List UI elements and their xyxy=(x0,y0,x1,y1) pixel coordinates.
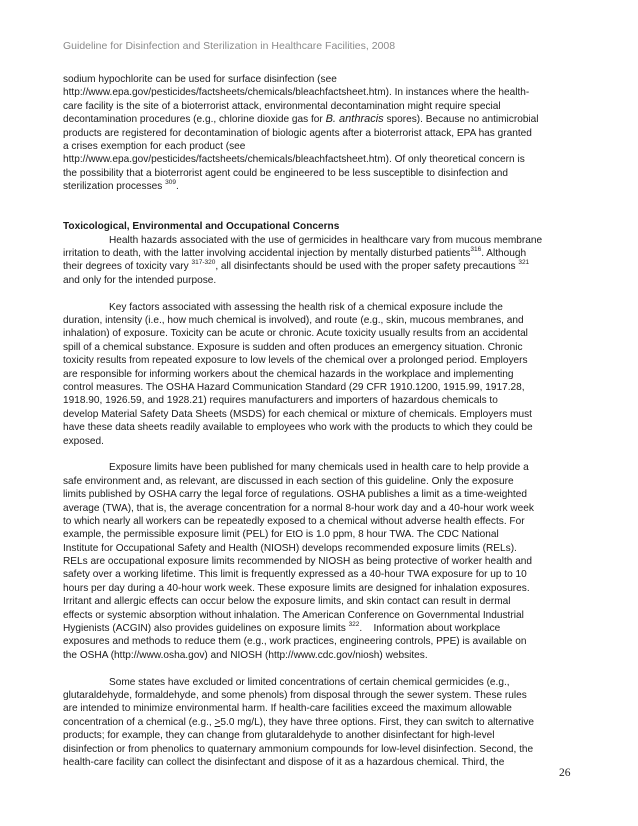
text-line: effects or systemic absorption without inhalation. The American Conference on Governmental Industrial xyxy=(63,609,524,621)
text-line: have these data sheets readily available to employees who work with the products to which they could be xyxy=(63,422,533,434)
text-line: a crises exemption for each product (see xyxy=(63,140,246,152)
text-line: Irritant and allergic effects can occur below the exposure limits, and skin contact can result in dermal xyxy=(63,596,511,608)
text-line: sterilization processes $^{309}$. xyxy=(63,179,179,193)
text-line: Key factors associated with assessing the health risk of a chemical exposure include the xyxy=(109,301,503,313)
paragraph-state-regulations xyxy=(63,676,576,770)
greater-than-symbol: > xyxy=(214,716,221,728)
running-header: Guideline for Disinfection and Sterilization in Healthcare Facilities, 2008 xyxy=(63,40,396,52)
text-line: http://www.epa.gov/pesticides/factsheets/chemicals/bleachfactsheet.htm). In instances where the health- xyxy=(63,87,530,99)
text-line: Institute for Occupational Safety and Health (NIOSH) develops recommended exposure limits (RELs). xyxy=(63,542,517,554)
text-line: limits published by OSHA carry the legal force of regulations. OSHA publishes a limit as a time-weighted xyxy=(63,489,527,501)
text-line: example, the permissible exposure limit (PEL) for EtO is 1.0 ppm, 8 hour TWA. The CDC National xyxy=(63,529,499,541)
text-line: RELs are occupational exposure limits recommended by NIOSH as being protective of worker health and xyxy=(63,556,533,568)
reference-superscript: 317-320 xyxy=(191,259,216,267)
text-line: products are registered for decontamination of biologic agents after a bioterrorist attack, EPA has granted xyxy=(63,127,532,139)
text-line: Health hazards associated with the use of germicides in healthcare vary from mucous membrane xyxy=(109,234,543,246)
reference-superscript: 322 xyxy=(348,621,360,629)
text-line: control measures. The OSHA Hazard Communication Standard (29 CFR 1910.1200, 1915.99, 1917.28, xyxy=(63,382,525,393)
text-line: to which nearly all workers can be repeatedly exposed to a chemical without adverse health effects. For xyxy=(63,515,525,527)
species-name: B. anthracis xyxy=(325,113,384,126)
text-line: exposed. xyxy=(63,435,104,447)
reference-superscript: 321 xyxy=(518,259,530,267)
paragraph-spacer xyxy=(63,662,576,675)
text-line: safety over a working lifetime. This limit is frequently expressed as a 40-hour TWA exposure for up to 10 xyxy=(63,569,527,581)
paragraph-key-factors xyxy=(63,301,576,448)
text-line: and only for the intended purpose. xyxy=(63,274,217,286)
text-line: http://www.epa.gov/pesticides/factsheets/chemicals/bleachfactsheet.htm). Of only theoretical concern is xyxy=(63,154,525,166)
text-line: Hygienists (ACGIN) also provides guidelines on exposure limits $^{322}$. Information about workplace xyxy=(63,621,501,635)
text-line: 1918.90, 1926.59, and 1928.21) requires manufacturers and importers of hazardous chemicals to xyxy=(63,395,498,407)
text-line: the possibility that a bioterrorist agent could be engineered to be less susceptible to disinfection and xyxy=(63,167,508,179)
text-line: safe environment and, as relevant, are discussed in each section of this guideline. Only the exposure xyxy=(63,475,514,487)
paragraph-exposure-limits xyxy=(63,461,576,662)
text-line: are intended to minimize environmental harm. If health-care facilities exceed the maximum allowable xyxy=(63,703,512,715)
text-line: spill of a chemical substance. Exposure is sudden and often produces an emergency situation. Chronic xyxy=(63,341,523,353)
text-line: exposures and methods to reduce them (e.g., work practices, engineering controls, PPE) is available on xyxy=(63,636,527,648)
text-line: health-care facility can collect the disinfectant and dispose of it as a hazardous chemical. Third, the xyxy=(63,756,505,768)
paragraph-spacer xyxy=(63,448,576,461)
paragraph-health-hazards xyxy=(63,234,576,288)
section-heading: Toxicological, Environmental and Occupational Concerns xyxy=(63,221,340,233)
text-line: Some states have excluded or limited concentrations of certain chemical germicides (e.g., xyxy=(109,676,510,688)
paragraph-spacer xyxy=(63,287,576,300)
text-line: care facility is the site of a bioterrorist attack, environmental decontamination might require special xyxy=(63,100,501,112)
text-line: concentration of a chemical (e.g., >5.0 mg/L), they have three options. First, they can switch to alternative xyxy=(63,716,535,728)
paragraph-spacer xyxy=(63,194,576,221)
text-line: the OSHA (http://www.osha.gov) and NIOSH (http://www.cdc.gov/niosh) websites. xyxy=(63,649,428,661)
text-line: glutaraldehyde, formaldehyde, and some phenols) from disposal through the sewer system. These rules xyxy=(63,689,527,701)
text-line: Exposure limits have been published for many chemicals used in health care to help provide a xyxy=(109,462,529,474)
text-line: duration, intensity (i.e., how much chemical is involved), and route (e.g., skin, mucous membranes, and xyxy=(63,315,524,327)
paragraph-bioterrorism xyxy=(63,73,576,194)
reference-superscript: 316 xyxy=(470,246,482,254)
text-line: sodium hypochlorite can be used for surface disinfection (see xyxy=(63,74,337,85)
text-line: are responsible for informing workers about the chemical hazards in the workplace and implementing xyxy=(63,368,514,380)
text-line: develop Material Safety Data Sheets (MSDS) for each chemical or mixture of chemicals. Employers must xyxy=(63,408,532,420)
document-body xyxy=(63,73,576,769)
text-line: toxicity results from repeated exposure to low levels of the chemical over a prolonged period. Employers xyxy=(63,355,528,367)
text-line: disinfection or from phenolics to quaternary ammonium compounds for low-level disinfection. Second, the xyxy=(63,743,534,755)
text-line: irritation to death, with the latter involving accidental injection by mentally disturbed patients$^{316}$. Although xyxy=(63,246,527,260)
text-line: hours per day during a 40-hour work week. These exposure limits are designed for inhalation exposures. xyxy=(63,582,530,594)
text-line: decontamination procedures (e.g., chlorine dioxide gas for B. anthracis spores). Because no antimicrobial xyxy=(63,113,539,126)
text-line: inhalation) of exposure. Toxicity can be acute or chronic. Acute toxicity usually results from an accidental xyxy=(63,328,528,340)
page-number: 26 xyxy=(559,767,571,779)
text-line: their degrees of toxicity vary $^{317-320}$, all disinfectants should be used with the proper safety precautions $^{321}$ xyxy=(63,259,530,273)
text-line: average (TWA), that is, the average concentration for a normal 8-hour work day and a 40-hour work week xyxy=(63,502,534,514)
reference-superscript: 309 xyxy=(165,179,176,187)
text-line: products; for example, they can change from glutaraldehyde to another disinfectant for high-level xyxy=(63,730,495,742)
